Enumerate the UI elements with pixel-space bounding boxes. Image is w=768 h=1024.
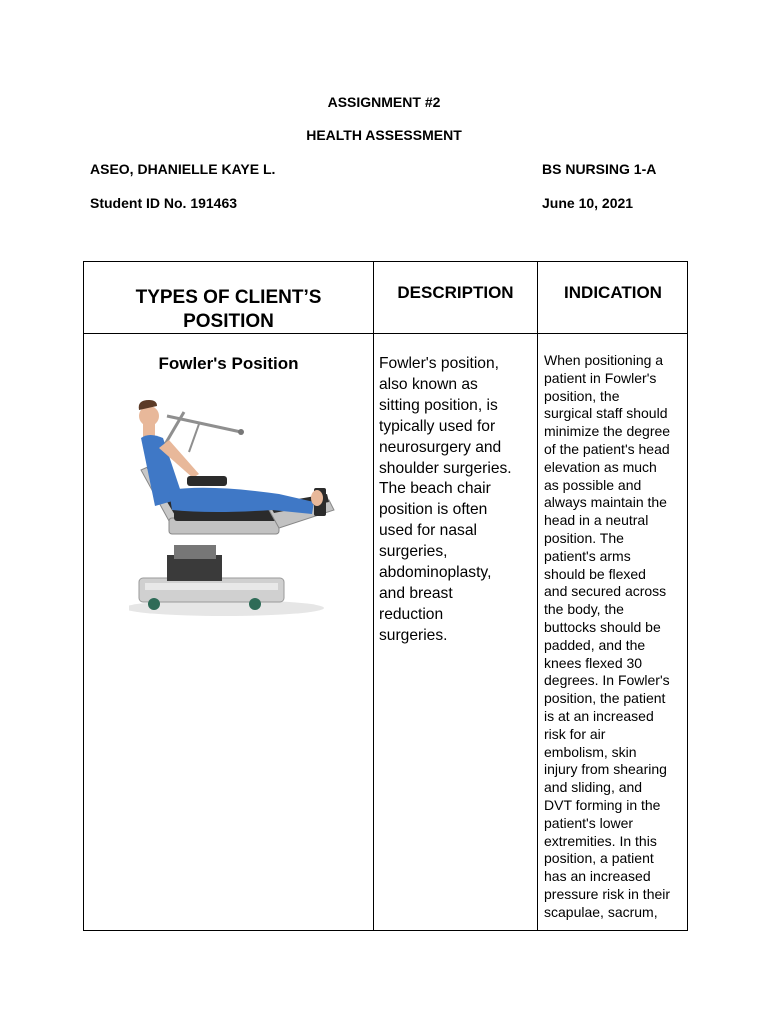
description-line: Fowler's position, (379, 355, 499, 372)
indication-line: surgical staff should (544, 405, 668, 422)
indication-line: is at an increased (544, 707, 654, 724)
indication-line: has an increased (544, 868, 651, 885)
description-line: also known as (379, 375, 478, 393)
description-line: abdominoplasty, (379, 564, 492, 582)
student-id: Student ID No. 191463 (90, 195, 238, 211)
description-line: and breast (379, 584, 453, 602)
column-divider (537, 262, 538, 930)
indication-line: buttocks should be (544, 618, 661, 635)
column-divider (373, 262, 374, 930)
indication-line: head in a neutral (544, 512, 649, 529)
indication-line: extremities. In this (544, 832, 657, 849)
description-line: surgeries. (379, 626, 448, 644)
indication-line: position, the (544, 387, 620, 404)
indication-line: minimize the degree (544, 423, 671, 440)
description-line: The beach chair (379, 480, 491, 498)
description-line: used for nasal (379, 522, 477, 540)
description-line: sitting position, is (379, 396, 498, 414)
indication-line: patient's arms (544, 547, 631, 564)
indication-line: patient's lower (544, 814, 634, 831)
indication-line: When positioning a (544, 352, 664, 368)
assignment-title: ASSIGNMENT #2 (327, 94, 441, 110)
indication-line: elevation as much (544, 458, 657, 475)
indication-line: DVT forming in the (544, 796, 661, 813)
indication-line: the body, the (544, 601, 624, 618)
description-line: neurosurgery and (379, 438, 502, 456)
header-types-line2: POSITION (183, 311, 274, 332)
student-name: ASEO, DHANIELLE KAYE L. (90, 161, 276, 177)
indication-line: and secured across (544, 583, 667, 600)
submission-date: June 10, 2021 (542, 195, 634, 211)
indication-line: position, the patient (544, 690, 666, 707)
surgical-chair-illustration-icon (129, 400, 344, 622)
indication-line: scapulae, sacrum, (544, 903, 658, 920)
indication-line: degrees. In Fowler's (544, 672, 670, 689)
indication-line: embolism, skin (544, 743, 637, 760)
positions-table (83, 261, 688, 931)
indication-line: should be flexed (544, 565, 646, 582)
indication-line: knees flexed 30 (544, 654, 643, 671)
indication-line: position. The (544, 529, 624, 546)
indication-line: of the patient's head (544, 440, 670, 457)
indication-line: pressure risk in their (544, 885, 671, 902)
position-name: Fowler's Position (158, 354, 299, 373)
indication-line: and sliding, and (544, 779, 643, 796)
header-indication: INDICATION (564, 283, 662, 302)
header-types-line1: TYPES OF CLIENT’S (135, 287, 322, 308)
indication-line: position, a patient (544, 850, 654, 867)
indication-line: padded, and the (544, 636, 646, 653)
description-line: position is often (379, 501, 488, 519)
description-text (379, 354, 534, 647)
subject-title: HEALTH ASSESSMENT (306, 127, 462, 143)
indication-line: injury from shearing (544, 761, 667, 778)
indication-line: patient in Fowler's (544, 369, 657, 386)
course-label: BS NURSING 1-A (542, 161, 657, 177)
indication-text (544, 352, 686, 922)
indication-line: as possible and (544, 476, 642, 493)
description-line: reduction (379, 605, 444, 623)
indication-line: risk for air (544, 725, 606, 742)
description-line: shoulder surgeries. (379, 459, 512, 477)
description-line: typically used for (379, 417, 496, 435)
description-line: surgeries, (379, 543, 448, 561)
indication-line: always maintain the (544, 494, 667, 511)
header-description: DESCRIPTION (397, 283, 514, 302)
header-types-of-position (84, 286, 373, 334)
